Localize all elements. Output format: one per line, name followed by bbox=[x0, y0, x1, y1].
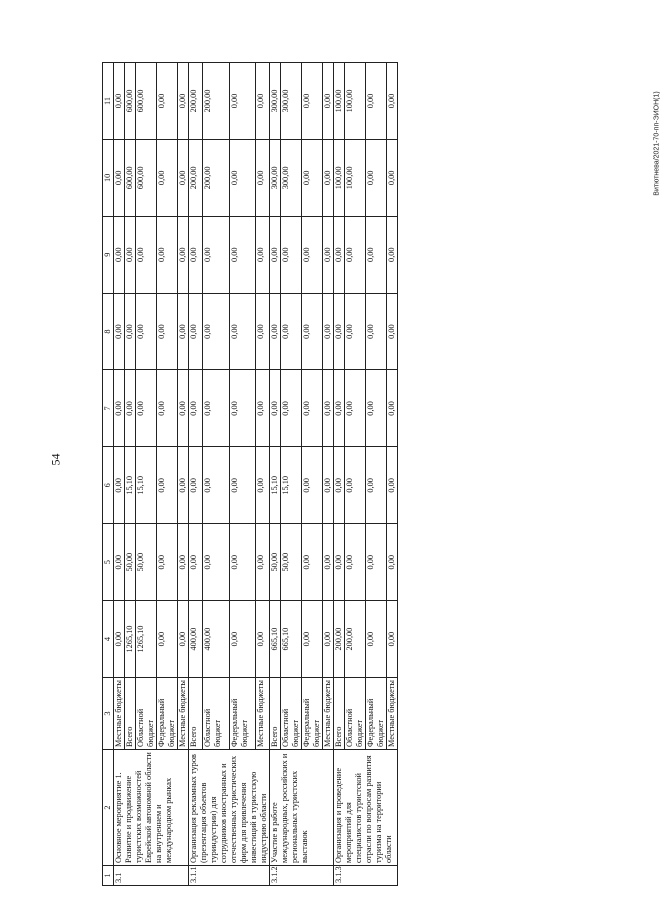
value-cell: 100,00 bbox=[345, 139, 366, 216]
value-cell: 0,00 bbox=[136, 293, 157, 370]
value-cell: 0,00 bbox=[387, 370, 398, 447]
value-cell: 0,00 bbox=[202, 293, 229, 370]
value-cell: 0,00 bbox=[323, 63, 334, 140]
value-cell: 0,00 bbox=[366, 139, 387, 216]
value-cell: 0,00 bbox=[229, 63, 256, 140]
value-cell: 0,00 bbox=[302, 601, 323, 678]
table-row bbox=[189, 63, 203, 886]
value-cell: 400,00 bbox=[189, 601, 203, 678]
value-cell: 0,00 bbox=[157, 293, 178, 370]
value-cell: 0,00 bbox=[387, 216, 398, 293]
value-cell: 0,00 bbox=[114, 63, 125, 140]
value-cell: 0,00 bbox=[256, 63, 270, 140]
value-cell: 200,00 bbox=[189, 63, 203, 140]
row-code: 3.1.2 bbox=[270, 866, 334, 886]
column-header-9: 9 bbox=[103, 216, 114, 293]
value-cell: 0,00 bbox=[345, 293, 366, 370]
value-cell: 0,00 bbox=[114, 601, 125, 678]
value-cell: 300,00 bbox=[281, 139, 302, 216]
value-cell: 300,00 bbox=[270, 63, 281, 140]
value-cell: 0,00 bbox=[157, 63, 178, 140]
table-row bbox=[114, 63, 125, 886]
value-cell: 100,00 bbox=[345, 63, 366, 140]
value-cell: 0,00 bbox=[256, 601, 270, 678]
value-cell: 0,00 bbox=[256, 370, 270, 447]
row-name: Организация рекламных туров (презентация объектов туриндустрии) для сотрудников иностранных и отечественных туристических фирм для привлечения инвестиций в туристскую индустрию области bbox=[189, 750, 270, 866]
value-cell: 0,00 bbox=[157, 447, 178, 524]
value-cell: 0,00 bbox=[387, 293, 398, 370]
value-cell: 1265,10 bbox=[125, 601, 136, 678]
value-cell: 0,00 bbox=[334, 293, 345, 370]
value-cell: 0,00 bbox=[189, 447, 203, 524]
row-name: Участие в работе международных, российских и региональных туристских выставок bbox=[270, 750, 334, 866]
value-cell: 0,00 bbox=[157, 601, 178, 678]
funding-source: Областной бюджет bbox=[136, 678, 157, 750]
value-cell: 0,00 bbox=[202, 370, 229, 447]
row-name: Основное мероприятие 1. Развитие и продвижение туристских возможностей Еврейской автономной области на внутреннем и международном рынках bbox=[114, 750, 189, 866]
value-cell: 0,00 bbox=[387, 524, 398, 601]
value-cell: 0,00 bbox=[387, 447, 398, 524]
column-header-1: 1 bbox=[103, 866, 114, 886]
value-cell: 0,00 bbox=[229, 524, 256, 601]
value-cell: 665,10 bbox=[281, 601, 302, 678]
value-cell: 15,10 bbox=[125, 447, 136, 524]
value-cell: 0,00 bbox=[157, 139, 178, 216]
funding-source: Областной бюджет bbox=[281, 678, 302, 750]
value-cell: 0,00 bbox=[256, 216, 270, 293]
value-cell: 0,00 bbox=[114, 447, 125, 524]
column-header-11: 11 bbox=[103, 63, 114, 140]
value-cell: 0,00 bbox=[125, 293, 136, 370]
value-cell: 0,00 bbox=[281, 216, 302, 293]
header-row bbox=[103, 63, 114, 886]
value-cell: 0,00 bbox=[334, 216, 345, 293]
value-cell: 0,00 bbox=[178, 447, 189, 524]
value-cell: 0,00 bbox=[323, 524, 334, 601]
value-cell: 0,00 bbox=[229, 139, 256, 216]
value-cell: 0,00 bbox=[229, 293, 256, 370]
value-cell: 600,00 bbox=[125, 139, 136, 216]
funding-source: Областной бюджет bbox=[345, 678, 366, 750]
row-code: 3.1 bbox=[114, 866, 189, 886]
column-header-7: 7 bbox=[103, 370, 114, 447]
rotated-table-wrapper bbox=[102, 62, 454, 886]
column-header-8: 8 bbox=[103, 293, 114, 370]
value-cell: 0,00 bbox=[302, 524, 323, 601]
value-cell: 0,00 bbox=[189, 293, 203, 370]
value-cell: 0,00 bbox=[178, 63, 189, 140]
value-cell: 0,00 bbox=[202, 524, 229, 601]
row-name: Организация и проведение мероприятий для специалистов туристской отрасли по вопросам развития туризма на территории области bbox=[334, 750, 398, 866]
value-cell: 0,00 bbox=[323, 447, 334, 524]
value-cell: 1265,10 bbox=[136, 601, 157, 678]
funding-source: Местные бюджеты bbox=[256, 678, 270, 750]
value-cell: 15,10 bbox=[281, 447, 302, 524]
column-header-4: 4 bbox=[103, 601, 114, 678]
value-cell: 0,00 bbox=[323, 601, 334, 678]
value-cell: 0,00 bbox=[189, 370, 203, 447]
funding-source: Местные бюджеты bbox=[387, 678, 398, 750]
value-cell: 0,00 bbox=[366, 601, 387, 678]
value-cell: 300,00 bbox=[270, 139, 281, 216]
row-code: 3.1.1 bbox=[189, 866, 270, 886]
value-cell: 0,00 bbox=[302, 293, 323, 370]
value-cell: 0,00 bbox=[114, 370, 125, 447]
column-header-6: 6 bbox=[103, 447, 114, 524]
value-cell: 0,00 bbox=[345, 447, 366, 524]
value-cell: 100,00 bbox=[334, 139, 345, 216]
value-cell: 0,00 bbox=[229, 216, 256, 293]
value-cell: 0,00 bbox=[189, 216, 203, 293]
value-cell: 600,00 bbox=[136, 63, 157, 140]
value-cell: 600,00 bbox=[125, 63, 136, 140]
funding-source: Федеральный бюджет bbox=[302, 678, 323, 750]
value-cell: 15,10 bbox=[136, 447, 157, 524]
column-header-2: 2 bbox=[103, 750, 114, 866]
value-cell: 0,00 bbox=[202, 216, 229, 293]
value-cell: 0,00 bbox=[256, 139, 270, 216]
page-number: 54 bbox=[48, 453, 63, 466]
value-cell: 0,00 bbox=[125, 370, 136, 447]
value-cell: 200,00 bbox=[202, 63, 229, 140]
value-cell: 0,00 bbox=[178, 370, 189, 447]
table-body bbox=[114, 63, 398, 886]
budget-table bbox=[102, 62, 398, 886]
table-row bbox=[270, 63, 281, 886]
value-cell: 0,00 bbox=[334, 524, 345, 601]
value-cell: 200,00 bbox=[202, 139, 229, 216]
value-cell: 0,00 bbox=[157, 370, 178, 447]
funding-source: Местные бюджеты bbox=[114, 678, 125, 750]
value-cell: 0,00 bbox=[281, 293, 302, 370]
value-cell: 0,00 bbox=[157, 524, 178, 601]
value-cell: 0,00 bbox=[323, 370, 334, 447]
funding-source: Всего bbox=[270, 678, 281, 750]
value-cell: 0,00 bbox=[302, 216, 323, 293]
value-cell: 0,00 bbox=[229, 601, 256, 678]
table-row bbox=[334, 63, 345, 886]
value-cell: 0,00 bbox=[345, 216, 366, 293]
value-cell: 0,00 bbox=[256, 524, 270, 601]
funding-source: Федеральный бюджет bbox=[229, 678, 256, 750]
value-cell: 50,00 bbox=[125, 524, 136, 601]
value-cell: 200,00 bbox=[345, 601, 366, 678]
value-cell: 0,00 bbox=[178, 601, 189, 678]
value-cell: 0,00 bbox=[125, 216, 136, 293]
funding-source: Федеральный бюджет bbox=[366, 678, 387, 750]
value-cell: 0,00 bbox=[334, 370, 345, 447]
value-cell: 0,00 bbox=[366, 447, 387, 524]
value-cell: 0,00 bbox=[114, 139, 125, 216]
value-cell: 0,00 bbox=[366, 370, 387, 447]
value-cell: 0,00 bbox=[302, 139, 323, 216]
value-cell: 0,00 bbox=[189, 524, 203, 601]
value-cell: 0,00 bbox=[178, 524, 189, 601]
value-cell: 0,00 bbox=[366, 524, 387, 601]
value-cell: 0,00 bbox=[229, 447, 256, 524]
value-cell: 50,00 bbox=[136, 524, 157, 601]
value-cell: 0,00 bbox=[178, 139, 189, 216]
value-cell: 0,00 bbox=[229, 370, 256, 447]
value-cell: 300,00 bbox=[281, 63, 302, 140]
value-cell: 0,00 bbox=[270, 293, 281, 370]
value-cell: 0,00 bbox=[256, 447, 270, 524]
value-cell: 0,00 bbox=[114, 293, 125, 370]
value-cell: 0,00 bbox=[366, 293, 387, 370]
row-code: 3.1.3 bbox=[334, 866, 398, 886]
value-cell: 0,00 bbox=[136, 370, 157, 447]
value-cell: 0,00 bbox=[256, 293, 270, 370]
funding-source: Всего bbox=[334, 678, 345, 750]
value-cell: 0,00 bbox=[302, 63, 323, 140]
value-cell: 0,00 bbox=[178, 216, 189, 293]
funding-source: Местные бюджеты bbox=[323, 678, 334, 750]
value-cell: 0,00 bbox=[345, 524, 366, 601]
value-cell: 400,00 bbox=[202, 601, 229, 678]
value-cell: 0,00 bbox=[387, 601, 398, 678]
value-cell: 0,00 bbox=[334, 447, 345, 524]
value-cell: 0,00 bbox=[323, 293, 334, 370]
value-cell: 0,00 bbox=[202, 447, 229, 524]
value-cell: 0,00 bbox=[387, 139, 398, 216]
value-cell: 200,00 bbox=[334, 601, 345, 678]
value-cell: 0,00 bbox=[302, 447, 323, 524]
value-cell: 50,00 bbox=[270, 524, 281, 601]
value-cell: 0,00 bbox=[366, 216, 387, 293]
document-reference: Витютнева/2021-70-пп-ЭИОН(1) bbox=[653, 91, 660, 196]
value-cell: 0,00 bbox=[114, 524, 125, 601]
column-header-3: 3 bbox=[103, 678, 114, 750]
funding-source: Федеральный бюджет bbox=[157, 678, 178, 750]
value-cell: 0,00 bbox=[157, 216, 178, 293]
value-cell: 0,00 bbox=[366, 63, 387, 140]
value-cell: 0,00 bbox=[323, 139, 334, 216]
value-cell: 0,00 bbox=[323, 216, 334, 293]
value-cell: 200,00 bbox=[189, 139, 203, 216]
column-header-5: 5 bbox=[103, 524, 114, 601]
funding-source: Всего bbox=[125, 678, 136, 750]
value-cell: 50,00 bbox=[281, 524, 302, 601]
value-cell: 0,00 bbox=[345, 370, 366, 447]
value-cell: 15,10 bbox=[270, 447, 281, 524]
funding-source: Областной бюджет bbox=[202, 678, 229, 750]
value-cell: 0,00 bbox=[281, 370, 302, 447]
value-cell: 100,00 bbox=[334, 63, 345, 140]
funding-source: Всего bbox=[189, 678, 203, 750]
value-cell: 0,00 bbox=[270, 216, 281, 293]
column-header-10: 10 bbox=[103, 139, 114, 216]
value-cell: 0,00 bbox=[387, 63, 398, 140]
value-cell: 0,00 bbox=[114, 216, 125, 293]
value-cell: 600,00 bbox=[136, 139, 157, 216]
value-cell: 0,00 bbox=[178, 293, 189, 370]
funding-source: Местные бюджеты bbox=[178, 678, 189, 750]
value-cell: 0,00 bbox=[136, 216, 157, 293]
value-cell: 0,00 bbox=[270, 370, 281, 447]
value-cell: 0,00 bbox=[302, 370, 323, 447]
value-cell: 665,10 bbox=[270, 601, 281, 678]
